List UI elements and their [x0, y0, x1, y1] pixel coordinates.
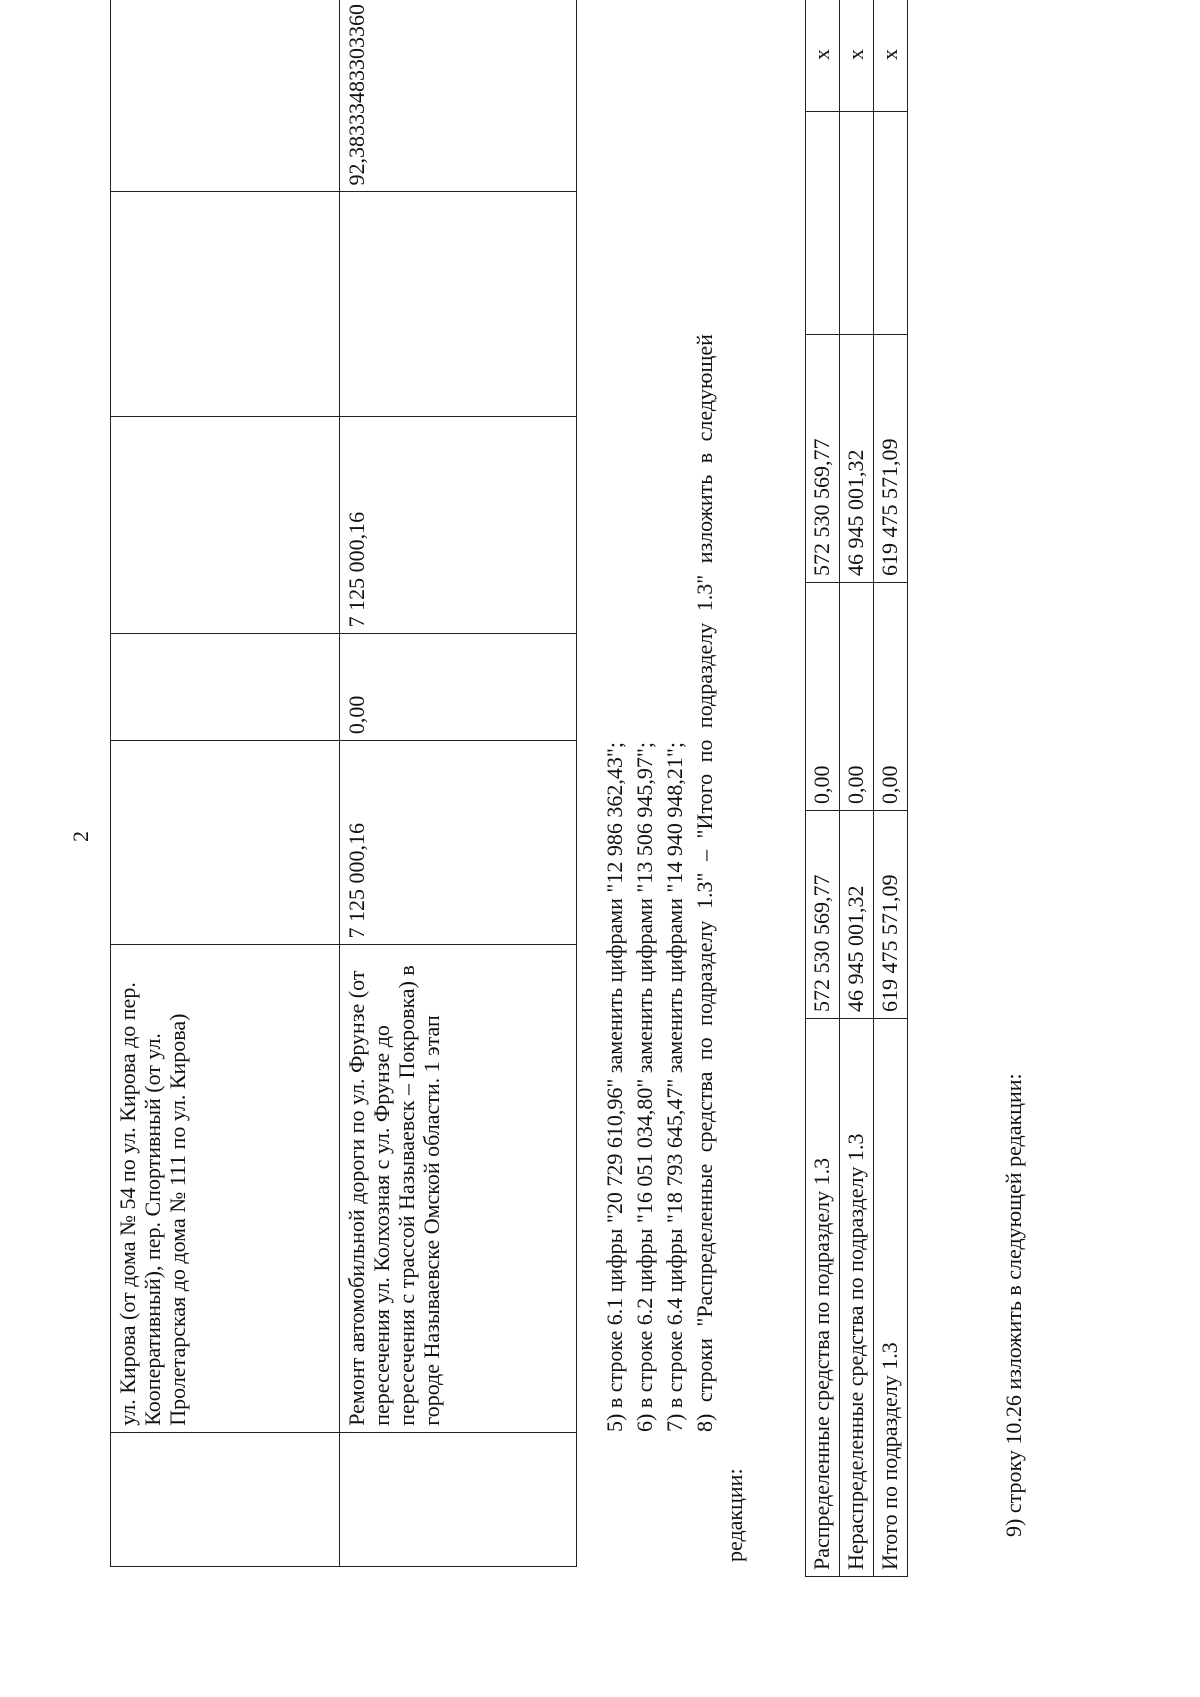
table-cell [111, 0, 340, 192]
amount-cell: 572 530 569,77 [806, 335, 840, 583]
table-row [340, 0, 577, 1567]
table-cell [111, 1432, 340, 1566]
table-row [111, 0, 340, 1567]
paragraph-8-continuation: редакции: [722, 1468, 747, 1562]
amount-cell: 7 125 000,16 [340, 416, 577, 634]
mark-cell: х [840, 0, 874, 112]
table-cell [111, 741, 340, 945]
road-description-cell: Ремонт автомобильной дороги по ул. Фрунзе (от пересечения ул. Колхозная с ул. Фрунзе до пересечения с трассой Называевск – Покровка) в городе Называевске Омской области. 1 этап [340, 945, 577, 1432]
page-number: 2 [68, 831, 93, 842]
paragraph-9: 9) строку 10.26 изложить в следующей редакции: [1001, 1073, 1026, 1537]
amount-cell: 0,00 [340, 634, 577, 741]
amount-cell: 619 475 571,09 [874, 335, 908, 583]
paragraph-7: 7) в строке 6.4 цифры "18 793 645,47" заменить цифрами "14 940 948,21"; [662, 742, 687, 1432]
paragraph-5: 5) в строке 6.1 цифры "20 729 610,96" заменить цифрами "12 986 362,43"; [602, 742, 627, 1432]
row-label: Нераспределенные средства по подразделу 1.3 [840, 1019, 874, 1577]
road-description-cell: ул. Кирова (от дома № 54 по ул. Кирова до пер. Кооперативный), пер. Спортивный (от ул. Пролетарская до дома № 111 по ул. Кирова) [111, 945, 340, 1432]
coefficient-cell: 92,38333483303360 [340, 0, 577, 192]
amount-cell: 619 475 571,09 [874, 811, 908, 1019]
roads-table [110, 0, 577, 1567]
table-cell [806, 112, 840, 335]
amendment-paragraphs [600, 32, 750, 1562]
amount-cell: 572 530 569,77 [806, 811, 840, 1019]
paragraph-8: 8) строки "Распределенные средства по подразделу 1.3" – "Итого по подразделу 1.3" изложить в следующей [692, 334, 717, 1432]
row-label: Распределенные средства по подразделу 1.3 [806, 1019, 840, 1577]
table-cell [111, 416, 340, 634]
amount-cell: 0,00 [806, 583, 840, 811]
table-cell [340, 192, 577, 416]
table-cell [840, 112, 874, 335]
summary-table [805, 0, 908, 1577]
table-cell [874, 112, 908, 335]
table-row [874, 0, 908, 1577]
amount-cell: 0,00 [874, 583, 908, 811]
row-label: Итого по подразделу 1.3 [874, 1019, 908, 1577]
table-cell [111, 192, 340, 416]
mark-cell: х [874, 0, 908, 112]
amount-cell: 7 125 000,16 [340, 741, 577, 945]
table-cell [340, 1432, 577, 1566]
table-row [806, 0, 840, 1577]
mark-cell: х [806, 0, 840, 112]
paragraph-6: 6) в строке 6.2 цифры "16 051 034,80" заменить цифрами "13 506 945,97"; [632, 742, 657, 1432]
table-row [840, 0, 874, 1577]
amount-cell: 0,00 [840, 583, 874, 811]
amount-cell: 46 945 001,32 [840, 811, 874, 1019]
amount-cell: 46 945 001,32 [840, 335, 874, 583]
table-cell [111, 634, 340, 741]
